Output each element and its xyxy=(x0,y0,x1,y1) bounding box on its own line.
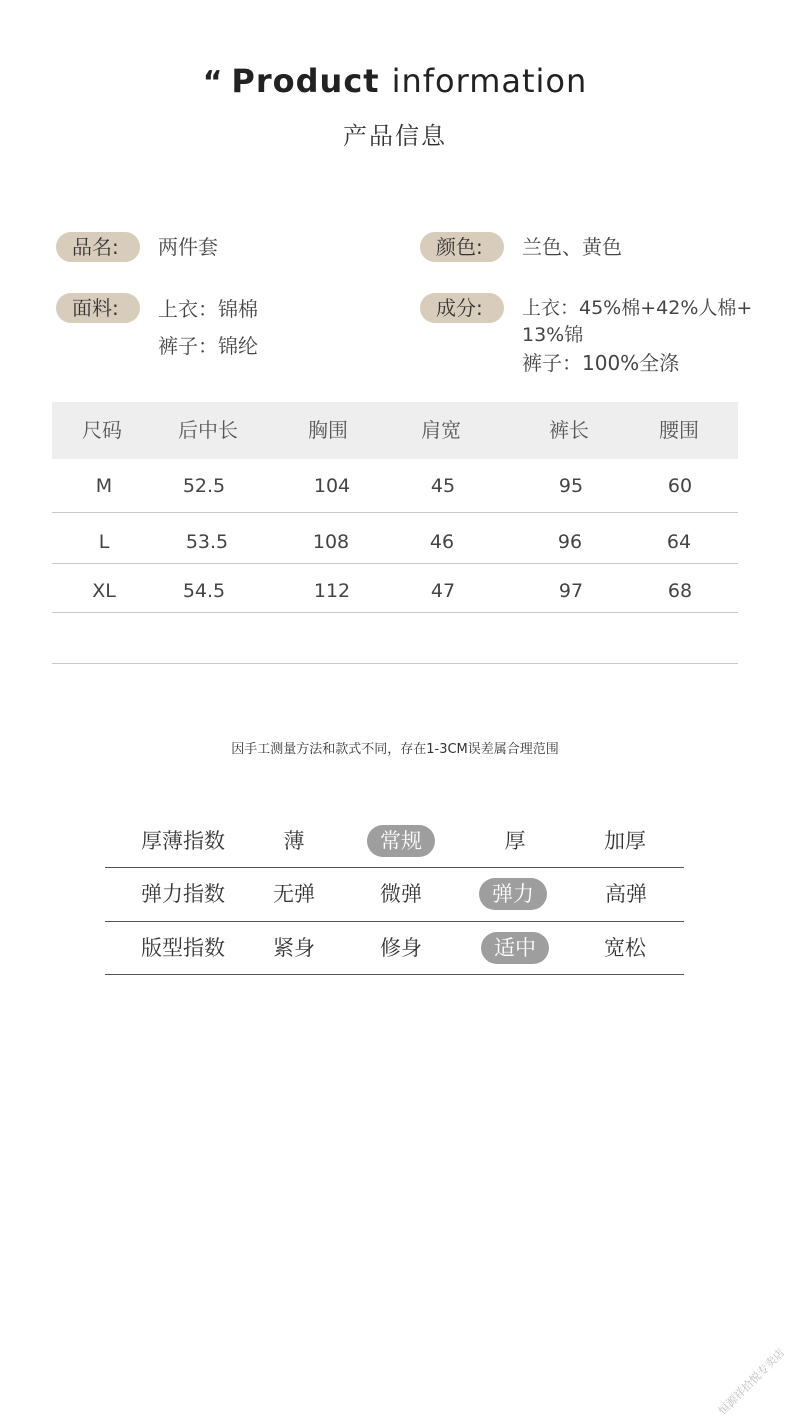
index-label: 弹力指数 xyxy=(141,882,225,906)
store-watermark: 恒源祥拾悦专卖店 xyxy=(715,1346,788,1418)
index-row-fit xyxy=(105,922,684,975)
composition-pants: 裤子：100%全涤 xyxy=(522,351,680,375)
table-cell: 104 xyxy=(313,475,351,497)
table-cell: 96 xyxy=(557,531,583,553)
table-cell: 47 xyxy=(430,580,456,602)
index-option-selected: 适中 xyxy=(455,922,575,974)
index-option: 厚 xyxy=(504,829,526,853)
fabric-top: 上衣：锦棉 xyxy=(158,297,258,321)
index-option-selected: 弹力 xyxy=(453,868,573,921)
header-cell: 胸围 xyxy=(308,418,348,442)
table-row xyxy=(52,459,738,513)
table-cell: 64 xyxy=(666,531,692,553)
table-cell: L xyxy=(98,531,110,553)
size-table xyxy=(52,402,738,613)
composition-top: 上衣：45%棉+42%人棉+ xyxy=(522,297,753,319)
composition-label: 成分: xyxy=(420,293,504,323)
composition-top-cont: 13%锦 xyxy=(522,324,584,346)
table-row xyxy=(52,513,738,564)
color-label: 颜色: xyxy=(420,232,504,262)
table-cell: 54.5 xyxy=(182,580,226,602)
index-label: 厚薄指数 xyxy=(141,829,225,853)
table-cell: 46 xyxy=(429,531,455,553)
table-cell: 108 xyxy=(312,531,350,553)
measurement-note: 因手工测量方法和款式不同，存在1-3CM误差属合理范围 xyxy=(231,742,559,757)
index-option: 微弹 xyxy=(380,882,422,906)
index-option: 修身 xyxy=(380,936,422,960)
table-cell: 112 xyxy=(313,580,351,602)
index-option-selected: 常规 xyxy=(341,815,461,867)
table-cell: 68 xyxy=(667,580,693,602)
table-row xyxy=(52,564,738,613)
index-option: 薄 xyxy=(283,829,305,853)
index-option: 宽松 xyxy=(604,936,646,960)
index-label: 版型指数 xyxy=(141,936,225,960)
table-divider xyxy=(52,663,738,664)
size-table-header xyxy=(52,402,738,459)
index-row-thickness xyxy=(105,815,684,868)
table-cell: M xyxy=(95,475,113,497)
header-cell: 后中长 xyxy=(178,418,238,442)
fabric-pants: 裤子：锦纶 xyxy=(158,334,258,358)
header-cell: 腰围 xyxy=(659,418,699,442)
table-cell: 52.5 xyxy=(182,475,226,497)
index-option: 紧身 xyxy=(273,936,315,960)
table-cell: 53.5 xyxy=(185,531,229,553)
table-cell: XL xyxy=(92,580,116,602)
title-light: information xyxy=(391,62,588,100)
quote-mark: “ xyxy=(202,65,224,100)
title-english xyxy=(0,62,790,100)
name-label: 品名: xyxy=(56,232,140,262)
index-option: 加厚 xyxy=(604,829,646,853)
index-option: 高弹 xyxy=(605,882,647,906)
table-cell: 97 xyxy=(558,580,584,602)
header-cell: 尺码 xyxy=(82,418,122,442)
index-table xyxy=(105,815,684,975)
index-option: 无弹 xyxy=(273,882,315,906)
table-cell: 60 xyxy=(667,475,693,497)
table-cell: 45 xyxy=(430,475,456,497)
fabric-label: 面料: xyxy=(56,293,140,323)
name-value: 两件套 xyxy=(158,235,218,259)
color-value: 兰色、黄色 xyxy=(522,235,622,259)
title-bold: Product xyxy=(231,62,380,100)
index-row-elasticity xyxy=(105,868,684,922)
header-cell: 裤长 xyxy=(549,418,589,442)
table-cell: 95 xyxy=(558,475,584,497)
header-cell: 肩宽 xyxy=(421,418,461,442)
title-chinese: 产品信息 xyxy=(343,122,447,150)
